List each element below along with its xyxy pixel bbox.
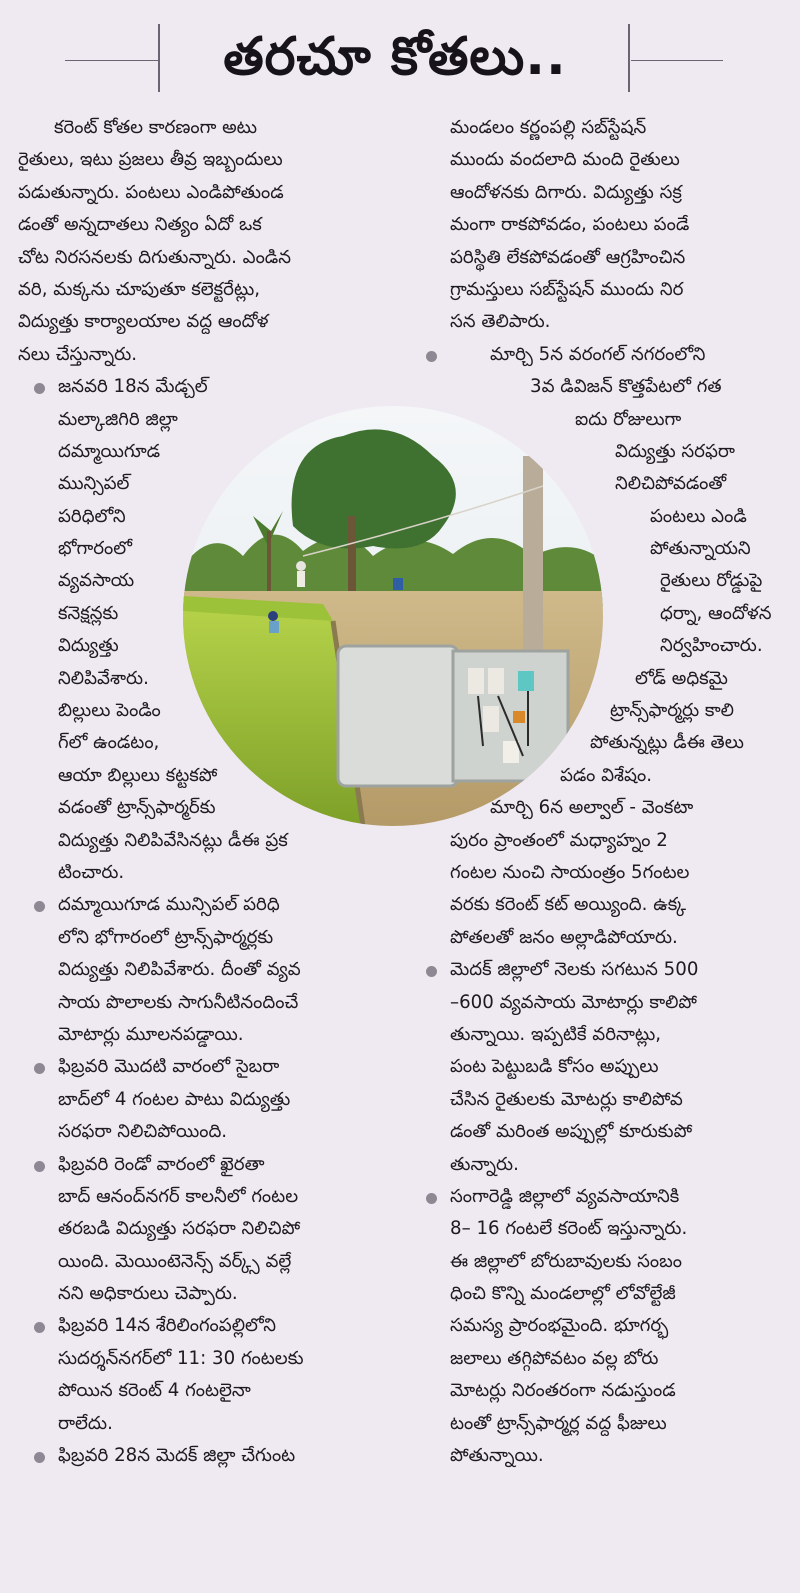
text-line: మల్కాజిగిరి జిల్లా <box>58 408 178 430</box>
text-line: జనవరి 18న మేడ్చల్ <box>58 376 208 398</box>
text-line: ట్రాన్స్‌ఫార్మర్లు కాలి <box>610 700 735 722</box>
text-line: గ్‌లో ఉండటం, <box>58 732 160 754</box>
text-line: సన తెలిపారు. <box>450 311 551 333</box>
headline-rule-left <box>65 60 158 61</box>
bullet-dot-icon <box>426 351 437 362</box>
text-line: విద్యుత్తు కార్యాలయాల వద్ద ఆందోళ <box>18 311 269 333</box>
text-line: వ్యవసాయ <box>58 570 135 592</box>
text-line: గ్రామస్తులు సబ్‌స్టేషన్ ముందు నిర <box>450 278 684 300</box>
text-line: పోతున్నట్లు డీఈ తెలు <box>590 732 744 754</box>
bullet-dot-icon <box>34 1452 45 1463</box>
text-line: విద్యుత్తు సరఫరా <box>615 440 735 462</box>
text-line: పోయిన కరెంట్ 4 గంటలైనా <box>58 1380 251 1402</box>
bullet-paragraph <box>18 889 398 1051</box>
text-line: ఫిబ్రవరి 14న శేరిలింగంపల్లిలోని <box>58 1315 277 1337</box>
text-line: విద్యుత్తు నిలిపివేసినట్లు డీఈ ప్రక <box>58 829 288 851</box>
bullet-paragraph <box>410 1181 785 1473</box>
bullet-dot-icon <box>34 1063 45 1074</box>
text-line: వరకు కరెంట్ కట్ అయ్యింది. ఉక్క <box>450 894 687 916</box>
text-line: ఆయా బిల్లులు కట్టకపో <box>58 764 218 786</box>
text-line: మోటర్లు నిరంతరంగా నడుస్తుండ <box>450 1380 676 1402</box>
text-line: మార్చి 6న అల్వాల్ - వెంకటా <box>490 797 694 819</box>
bullet-paragraph <box>18 1149 398 1311</box>
text-line: పంట పెట్టుబడి కోసం అప్పులు <box>450 1056 659 1078</box>
text-line: ఐదు రోజులుగా <box>575 408 682 430</box>
text-line: తున్నాయి. ఇప్పటికే వరినాట్లు, <box>450 1023 662 1045</box>
bullet-paragraph <box>18 1051 398 1148</box>
farm-field-transformer-photo <box>183 406 603 826</box>
bullet-dot-icon <box>34 383 45 394</box>
text-line: కనెక్షన్లకు <box>58 602 119 624</box>
text-line: పోతున్నాయి. <box>450 1445 544 1467</box>
headline-bar-left <box>158 24 160 92</box>
text-line: బిల్లులు పెండిం <box>58 700 161 722</box>
bullet-paragraph <box>18 1310 398 1440</box>
text-line: 8– 16 గంటలే కరెంట్ ఇస్తున్నారు. <box>450 1218 688 1240</box>
text-line: చోట నిరసనలకు దిగుతున్నారు. ఎండిన <box>18 246 292 268</box>
text-line: ఫిబ్రవరి రెండో వారంలో ఖైరతా <box>58 1153 265 1175</box>
text-line: జలాలు తగ్గిపోవటం వల్ల బోరు <box>450 1347 659 1369</box>
text-line: నిలిపివేశారు. <box>58 667 149 689</box>
text-line: నలు చేస్తున్నారు. <box>18 343 138 365</box>
text-line: వరి, మక్కను చూపుతూ కలెక్టరేట్లు, <box>18 278 261 300</box>
headline-rule-right <box>631 60 723 61</box>
text-line: పురం ప్రాంతంలో మధ్యాహ్నం 2 <box>450 829 668 851</box>
text-line: రైతులు రోడ్డుపై <box>660 570 763 592</box>
text-line: టంతో ట్రాన్స్‌ఫార్మర్ల వద్ద ఫీజులు <box>450 1412 667 1434</box>
text-line: ఫిబ్రవరి 28న మెదక్ జిల్లా చేగుంట <box>58 1445 296 1467</box>
text-line: పరిస్థితి లేకపోవడంతో ఆగ్రహించిన <box>450 246 686 268</box>
bullet-dot-icon <box>34 1161 45 1172</box>
text-line: నిర్వహించారు. <box>660 635 763 657</box>
text-line: బాద్‌లో 4 గంటల పాటు విద్యుత్తు <box>58 1088 291 1110</box>
paragraph <box>410 112 785 339</box>
text-line: సుదర్శన్‌నగర్‌లో 11: 30 గంటలకు <box>58 1347 304 1369</box>
bullet-paragraph <box>410 792 785 954</box>
text-line: డంతో అన్నదాతలు నిత్యం ఏదో ఒక <box>18 214 262 236</box>
text-line: తున్నారు. <box>450 1153 519 1175</box>
text-line: ధర్నా, ఆందోళన <box>660 602 772 624</box>
text-line: పోతున్నాయని <box>650 538 751 560</box>
text-line: 3వ డివిజన్ కొత్తపేటలో గత <box>530 376 722 398</box>
text-line: రాలేదు. <box>58 1412 113 1434</box>
text-line: చేసిన రైతులకు మోటర్లు కాలిపోవ <box>450 1088 683 1110</box>
text-line: ముందు వందలాది మంది రైతులు <box>450 149 680 171</box>
text-line: ఆందోళనకు దిగారు. విద్యుత్తు సక్ర <box>450 181 682 203</box>
headline-block <box>0 18 800 104</box>
text-line: పడుతున్నారు. పంటలు ఎండిపోతుండ <box>18 181 284 203</box>
text-line: ఈ జిల్లాలో బోరుబావులకు సంబం <box>450 1250 682 1272</box>
text-line: కరెంట్ కోతల కారణంగా అటు <box>54 117 258 138</box>
bullet-dot-icon <box>34 1322 45 1333</box>
text-line: టించారు. <box>58 861 125 883</box>
text-line: విద్యుత్తు నిలిపివేశారు. దీంతో వ్యవ <box>58 959 301 981</box>
text-line: మున్సిపల్ <box>58 473 130 495</box>
bullet-paragraph <box>410 954 785 1181</box>
text-line: భోగారంలో <box>58 538 132 560</box>
text-line: దమ్మాయిగూడ <box>58 440 161 462</box>
text-line: పోతలతో జనం అల్లాడిపోయారు. <box>450 926 678 948</box>
text-line: లోడ్ అధికమై <box>635 667 728 689</box>
text-line: విద్యుత్తు <box>58 635 119 657</box>
text-line: మోటార్లు మూలనపడ్డాయి. <box>58 1023 244 1045</box>
text-line: తరబడి విద్యుత్తు సరఫరా నిలిచిపో <box>58 1218 301 1240</box>
text-line: సరఫరా నిలిచిపోయింది. <box>58 1121 228 1143</box>
text-line: గంటల నుంచి సాయంత్రం 5గంటల <box>450 861 690 883</box>
text-line: మంగా రాకపోవడం, పంటలు పండే <box>450 214 690 236</box>
paragraph <box>18 112 398 371</box>
text-line: –600 వ్యవసాయ మోటార్లు కాలిపో <box>450 991 697 1013</box>
text-line: యింది. మెయింటెనెన్స్ వర్క్స్ వల్లే <box>58 1250 292 1272</box>
headline-bar-right <box>628 24 630 92</box>
text-line: సంగారెడ్డి జిల్లాలో వ్యవసాయానికి <box>450 1185 680 1207</box>
text-line: మెదక్ జిల్లాలో నెలకు సగటున 500 <box>450 959 699 981</box>
text-line: పంటలు ఎండి <box>650 505 747 527</box>
headline: తరచూ కోతలు.. <box>223 27 567 87</box>
bullet-dot-icon <box>426 1193 437 1204</box>
text-line: డంతో మరింత అప్పుల్లో కూరుకుపో <box>450 1121 693 1143</box>
text-line: బాద్ ఆనంద్‌నగర్ కాలనీలో గంటల <box>58 1185 299 1207</box>
text-line: ధించి కొన్ని మండలాల్లో లోవోల్టేజీ <box>450 1283 676 1305</box>
text-line: నని అధికారులు చెప్పారు. <box>58 1283 238 1305</box>
text-line: రైతులు, ఇటు ప్రజలు తీవ్ర ఇబ్బందులు <box>18 149 283 171</box>
bullet-dot-icon <box>34 901 45 912</box>
text-line: సమస్య ప్రారంభమైంది. భూగర్భ <box>450 1315 669 1337</box>
text-line: నిలిచిపోవడంతో <box>615 473 727 495</box>
text-line: మండలం కర్ణంపల్లి సబ్‌స్టేషన్ <box>450 117 647 138</box>
bullet-paragraph <box>18 1440 398 1472</box>
text-line: పరిధిలోని <box>58 505 126 527</box>
text-line: లోని భోగారంలో ట్రాన్స్‌ఫార్మర్లకు <box>58 926 274 948</box>
text-line: పడం విశేషం. <box>560 764 653 786</box>
text-line: ఫిబ్రవరి మొదటి వారంలో సైబరా <box>58 1056 280 1078</box>
text-line: దమ్మాయిగూడ మున్సిపల్ పరిధి <box>58 894 280 916</box>
text-line: సాయ పొలాలకు సాగునీటినందించే <box>58 991 299 1013</box>
bullet-dot-icon <box>426 966 437 977</box>
text-line: మార్చి 5న వరంగల్ నగరంలోని <box>490 343 706 365</box>
text-line: వడంతో ట్రాన్స్‌ఫార్మర్‌కు <box>58 797 216 819</box>
